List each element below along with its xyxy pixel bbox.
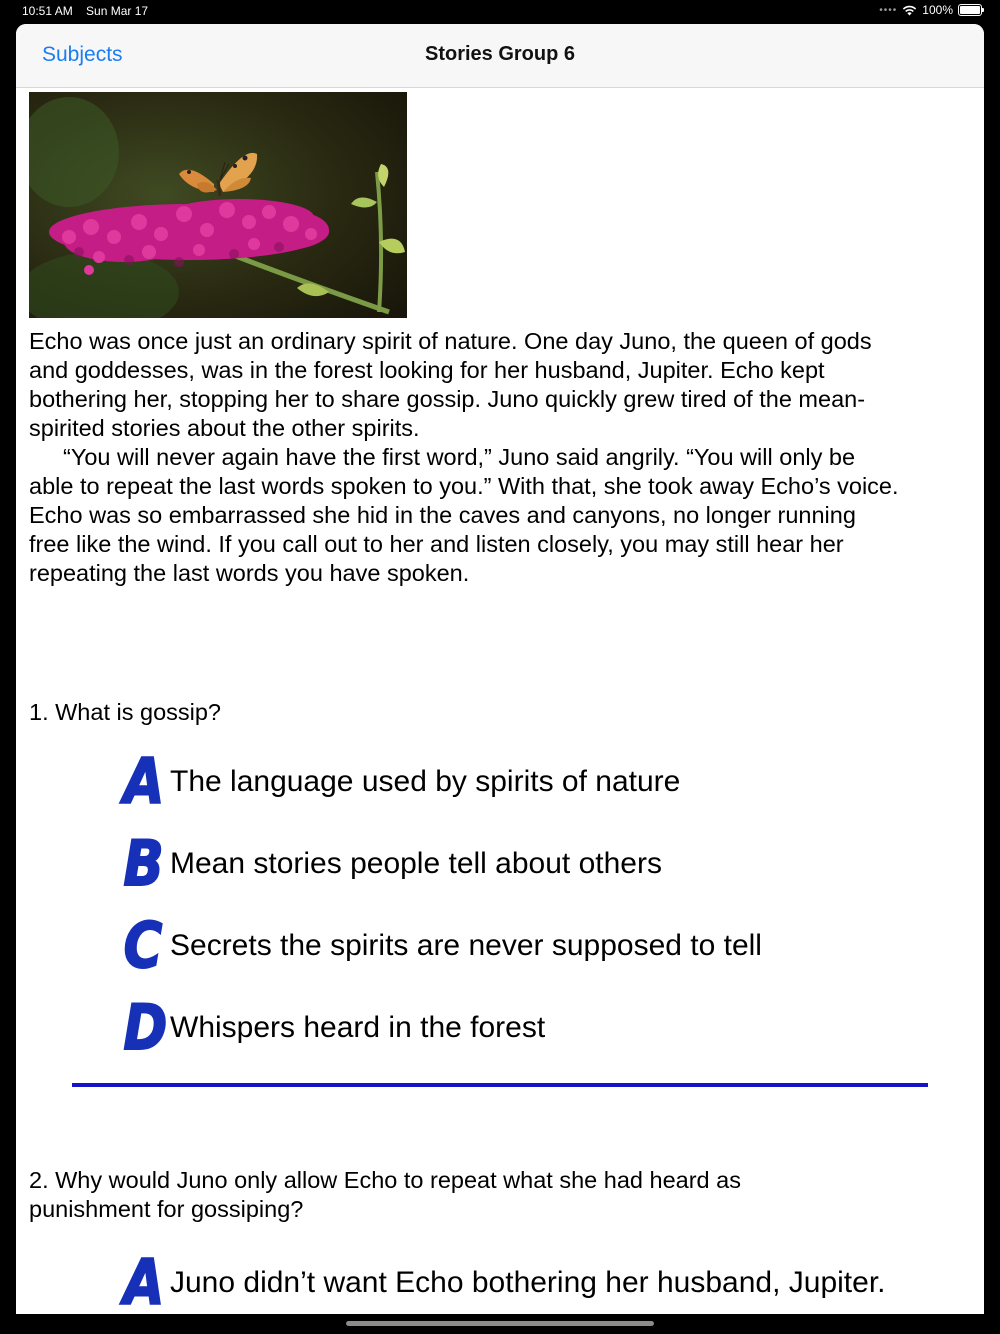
- question-2: 2. Why would Juno only allow Echo to repeat what she had heard as punishment for gossiping?: [29, 1167, 741, 1222]
- modal-sheet: [16, 24, 984, 1314]
- story-paragraph: Echo was once just an ordinary spirit of nature. One day Juno, the queen of gods and goddesses, was in the forest looking for her husband, Jupiter. Echo kept bothering her, stopping her to share gossip. Juno quickly grew tired of the mean-spirited stories about the other spirits.: [29, 328, 872, 441]
- question-1: 1. What is gossip?: [29, 699, 222, 725]
- answer-letter-b: B: [123, 827, 164, 900]
- multitasking-dots-icon: ••••: [879, 4, 898, 16]
- wifi-icon: [902, 5, 917, 16]
- answer-option-a[interactable]: [120, 1246, 886, 1314]
- answer-letter-d: D: [123, 991, 168, 1064]
- answer-letter-a: A: [123, 745, 165, 818]
- navigation-bar: [16, 24, 984, 88]
- answer-letter-c: C: [123, 909, 163, 982]
- answer-text: Whispers heard in the forest: [170, 1011, 546, 1044]
- question-divider: [72, 1083, 928, 1087]
- butterfly-on-flower-image: [29, 92, 407, 318]
- home-indicator[interactable]: [346, 1321, 654, 1326]
- subjects-back-button[interactable]: Subjects: [42, 43, 123, 66]
- page-title: Stories Group 6: [424, 43, 576, 65]
- answer-option-a[interactable]: [120, 745, 680, 819]
- answer-option-d[interactable]: [120, 991, 545, 1065]
- answer-text: Secrets the spirits are never supposed to tell: [170, 929, 762, 962]
- status-time: 10:51 AM: [22, 4, 73, 18]
- answer-letter-a: A: [123, 1246, 165, 1314]
- answer-option-b[interactable]: [120, 827, 662, 901]
- story-content: [29, 92, 959, 588]
- status-date: Sun Mar 17: [86, 4, 149, 18]
- status-bar: [0, 0, 1000, 22]
- story-paragraph: “You will never again have the first word,” Juno said angrily. “You will only be able to repeat the last words spoken to you.” With that, she took away Echo’s voice. Echo was so embarrassed she hid in the caves and canyons, no longer running free like the wind. If you call out to her and listen closely, you may still hear her repeating the last words you have spoken.: [29, 444, 899, 586]
- story-text: [29, 327, 899, 588]
- battery-icon: [958, 4, 982, 16]
- answer-text: Mean stories people tell about others: [170, 847, 662, 880]
- battery-percent: 100%: [922, 3, 953, 17]
- answer-text: Juno didn’t want Echo bothering her husband, Jupiter.: [170, 1266, 886, 1299]
- answer-text: The language used by spirits of nature: [170, 765, 681, 798]
- answer-option-c[interactable]: [120, 909, 762, 983]
